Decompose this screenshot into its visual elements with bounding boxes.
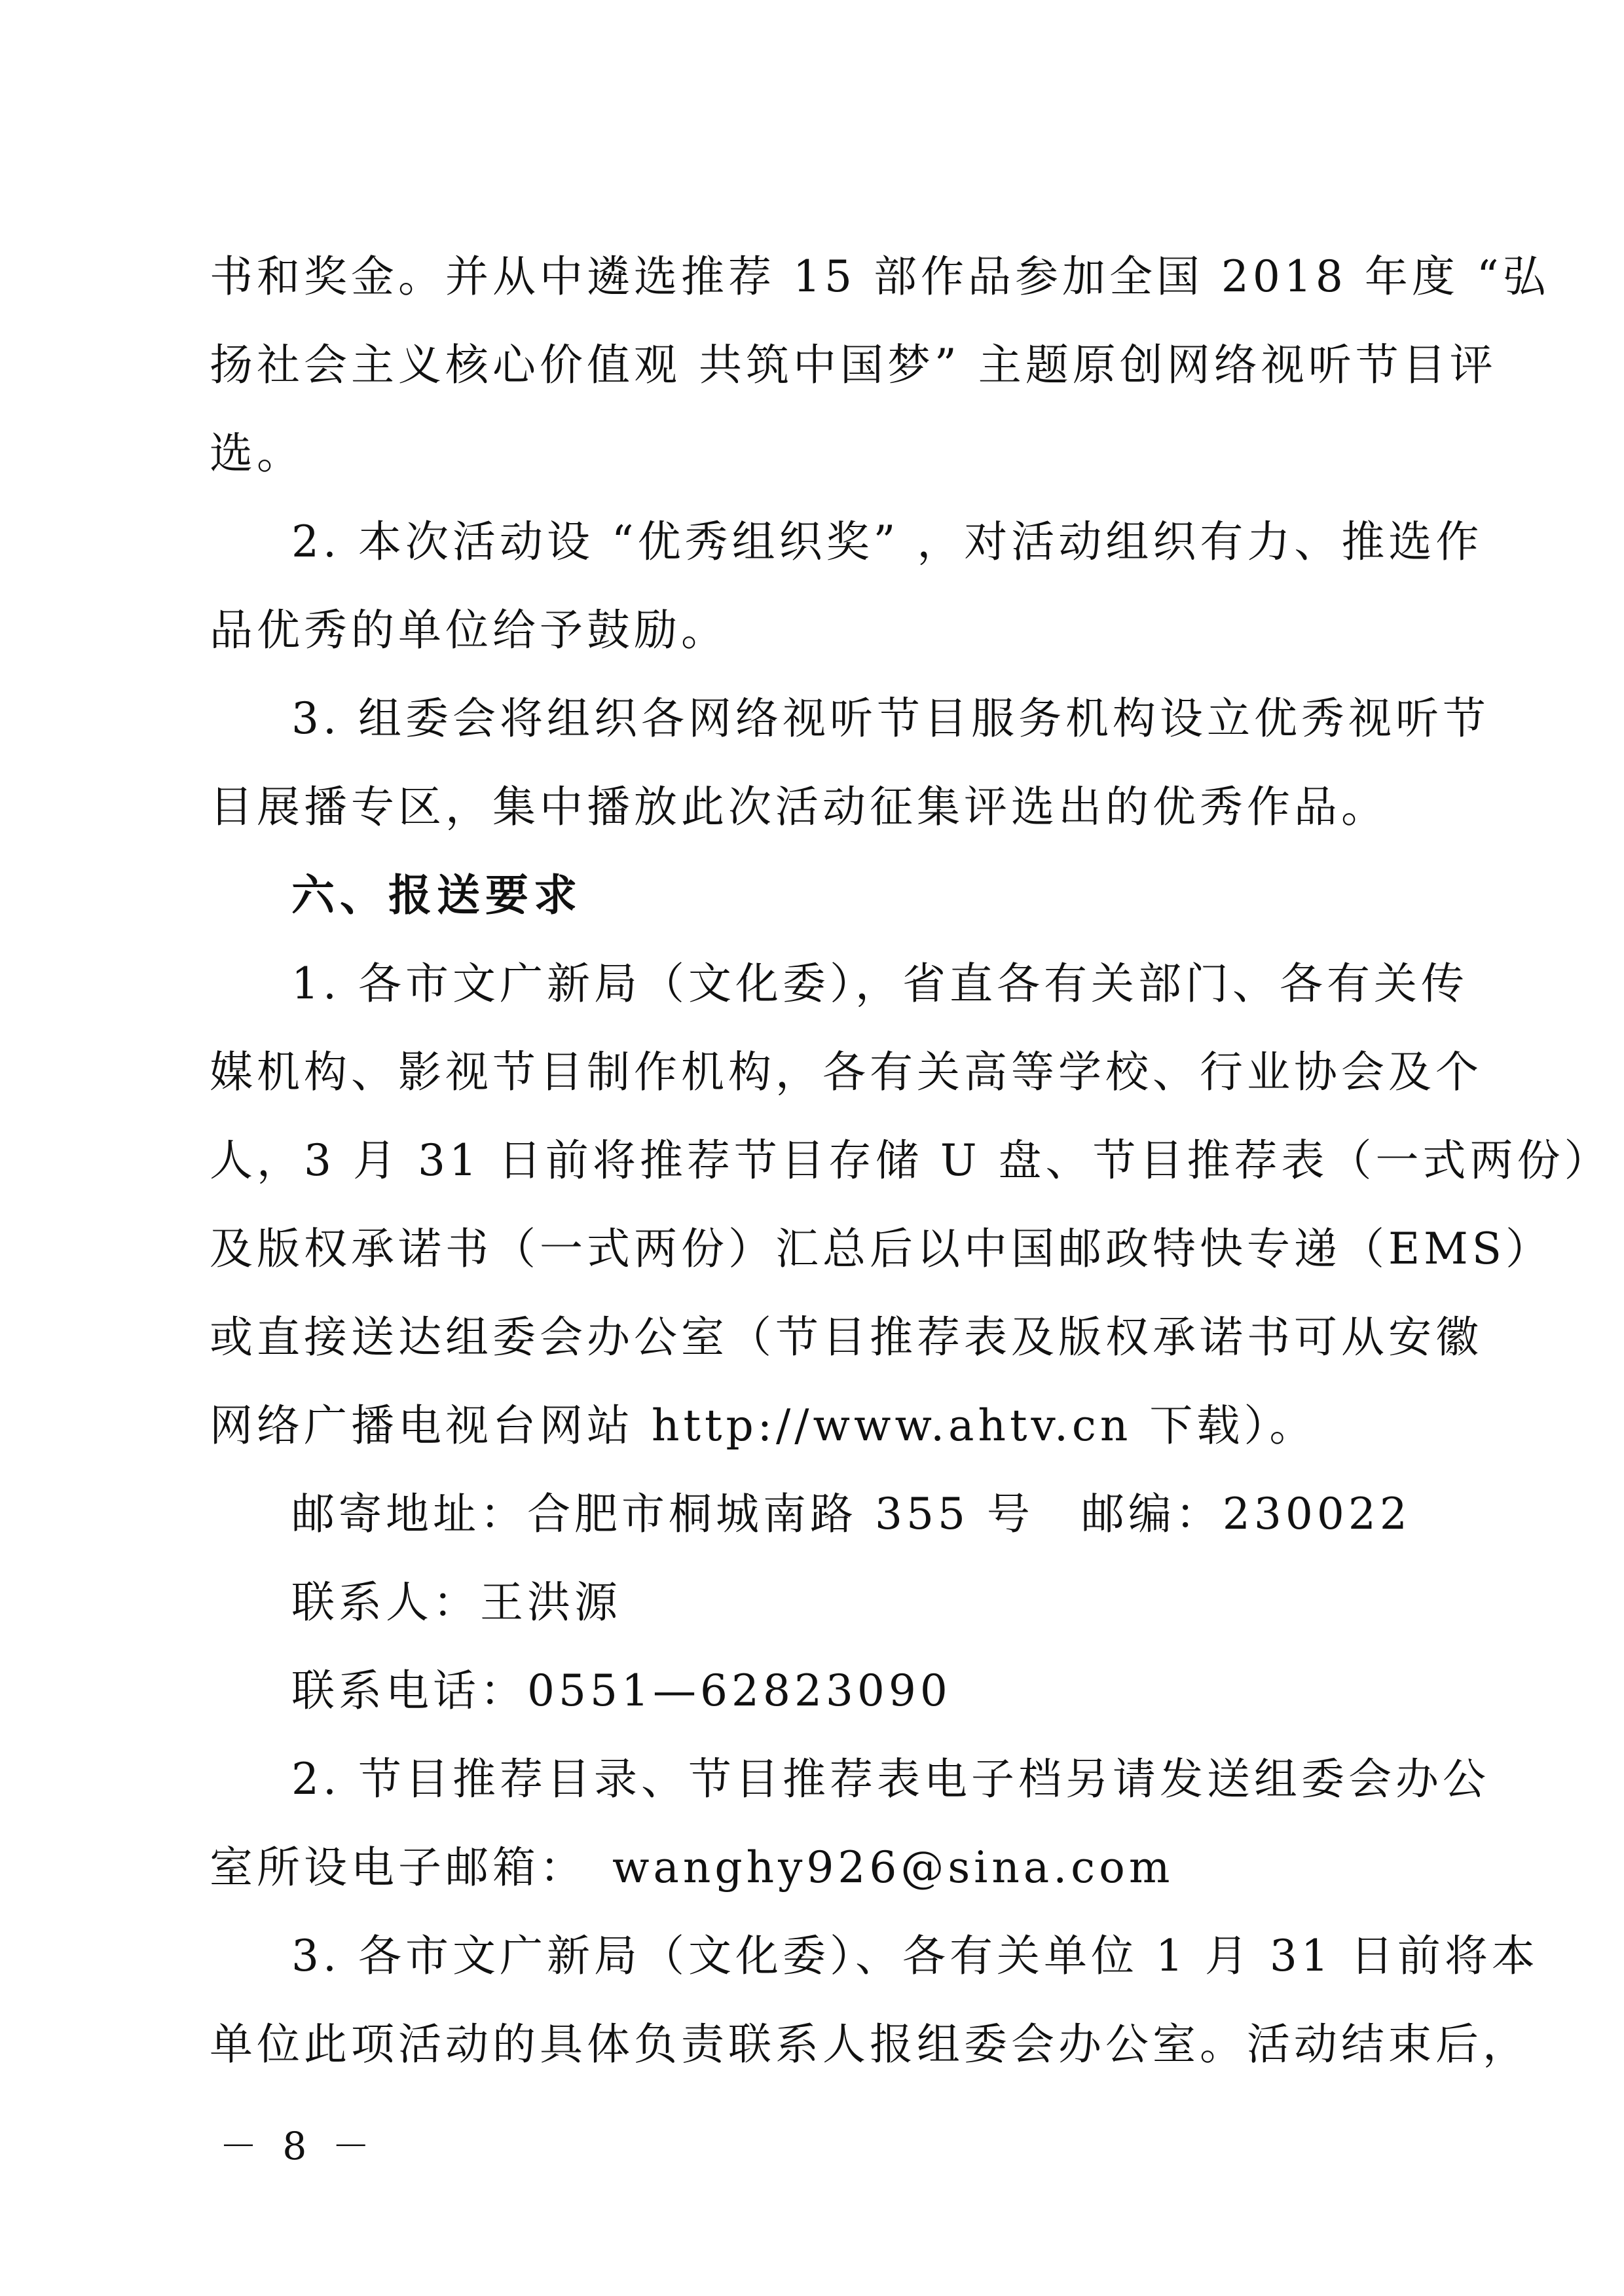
contact-email: 室所设电子邮箱： wanghy926@sina.com: [210, 1842, 1174, 1893]
text-line-3: 选。: [210, 428, 304, 479]
text-line-10: 媒机构、影视节目制作机构，各有关高等学校、行业协会及个: [210, 1047, 1483, 1097]
text-line-4: 2. 本次活动设 “优秀组织奖” ，对活动组织有力、推选作: [291, 517, 1483, 567]
text-line-14: 网络广播电视台网站 http://www.ahtv.cn 下载）。: [210, 1400, 1317, 1451]
page-number: － 8 －: [219, 2124, 377, 2168]
text-line-12: 及版权承诺书（一式两份）汇总后以中国邮政特快专递（EMS）: [210, 1224, 1553, 1274]
text-line-21: 单位此项活动的具体负责联系人报组委会办公室。活动结束后，: [210, 2019, 1530, 2069]
text-line-1: 书和奖金。并从中遴选推荐 15 部作品参加全国 2018 年度 “弘: [210, 251, 1550, 302]
mailing-address: 邮寄地址：合肥市桐城南路 355 号 邮编：230022: [291, 1489, 1411, 1539]
text-line-2: 扬社会主义核心价值观 共筑中国梦” 主题原创网络视听节目评: [210, 340, 1497, 390]
text-line-9: 1. 各市文广新局（文化委），省直各有关部门、各有关传: [291, 958, 1468, 1009]
text-line-5: 品优秀的单位给予鼓励。: [210, 605, 728, 655]
text-line-13: 或直接送达组委会办公室（节目推荐表及版权承诺书可从安徽: [210, 1312, 1483, 1362]
text-line-7: 目展播专区，集中播放此次活动征集评选出的优秀作品。: [210, 782, 1388, 832]
contact-phone: 联系电话：0551—62823090: [291, 1666, 951, 1716]
contact-person: 联系人：王洪源: [291, 1577, 621, 1628]
text-line-11: 人，3 月 31 日前将推荐节目存储 U 盘、节目推荐表（一式两份）: [210, 1135, 1612, 1186]
text-line-20: 3. 各市文广新局（文化委）、各有关单位 1 月 31 日前将本: [291, 1931, 1539, 1981]
text-line-6: 3. 组委会将组织各网络视听节目服务机构设立优秀视听节: [291, 693, 1490, 744]
section-heading: 六、报送要求: [291, 870, 582, 920]
text-line-18: 2. 节目推荐目录、节目推荐表电子档另请发送组委会办公: [291, 1754, 1490, 1804]
